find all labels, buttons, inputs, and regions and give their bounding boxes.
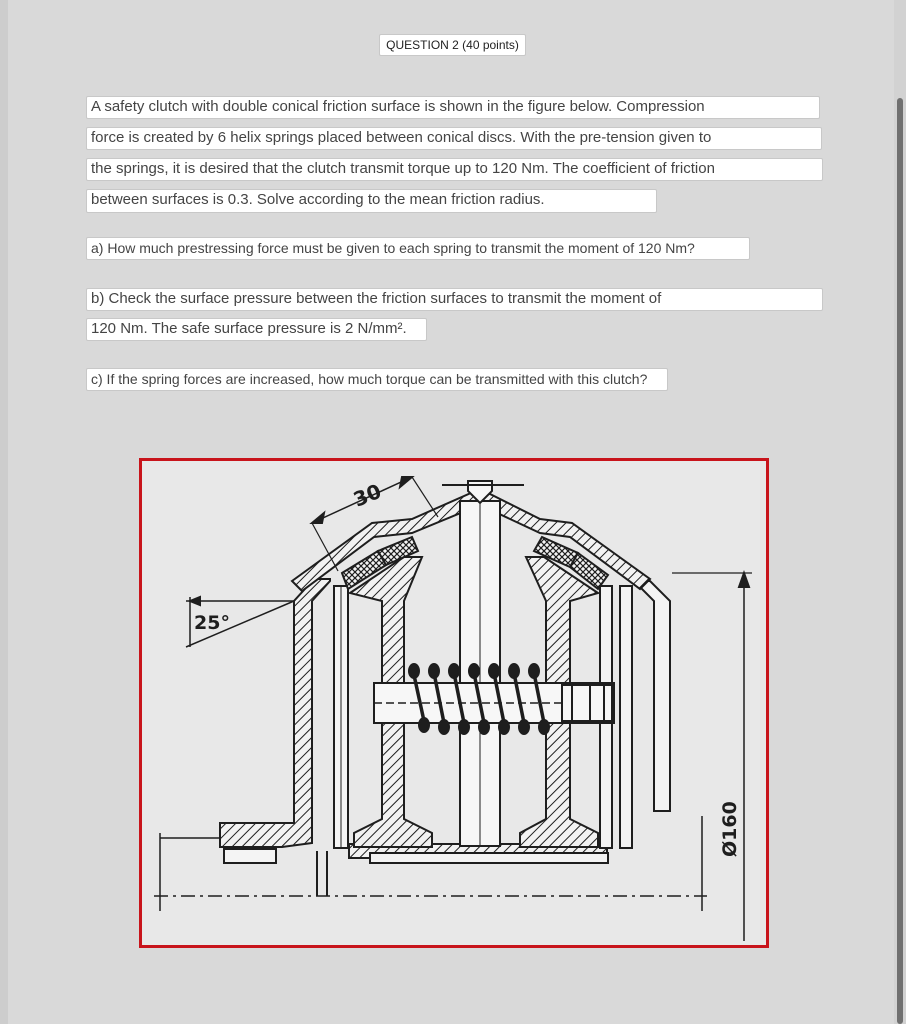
page-left-edge <box>0 0 8 1024</box>
dimension-width-label: 30 <box>349 478 385 512</box>
part-b-line-1: b) Check the surface pressure between the friction surfaces to transmit the moment of <box>86 288 823 311</box>
part-c-text: c) If the spring forces are increased, how much torque can be transmitted with this clutch? <box>86 368 668 391</box>
dimension-diameter-label: Ø160 <box>719 801 741 857</box>
intro-line-1: A safety clutch with double conical friction surface is shown in the figure below. Compression <box>86 96 820 119</box>
part-b-line-2: 120 Nm. The safe surface pressure is 2 N/mm². <box>86 318 427 341</box>
clutch-figure <box>139 458 769 948</box>
clutch-drawing <box>142 461 766 945</box>
intro-line-4: between surfaces is 0.3. Solve according to the mean friction radius. <box>86 189 657 213</box>
question-title: QUESTION 2 (40 points) <box>379 34 526 56</box>
intro-line-3: the springs, it is desired that the clutch transmit torque up to 120 Nm. The coefficient of friction <box>86 158 823 181</box>
part-a-text: a) How much prestressing force must be given to each spring to transmit the moment of 120 Nm? <box>86 237 750 260</box>
scrollbar-thumb[interactable] <box>897 98 903 1024</box>
dimension-angle-label: 25° <box>194 612 230 634</box>
intro-line-2: force is created by 6 helix springs placed between conical discs. With the pre-tension given to <box>86 127 822 150</box>
